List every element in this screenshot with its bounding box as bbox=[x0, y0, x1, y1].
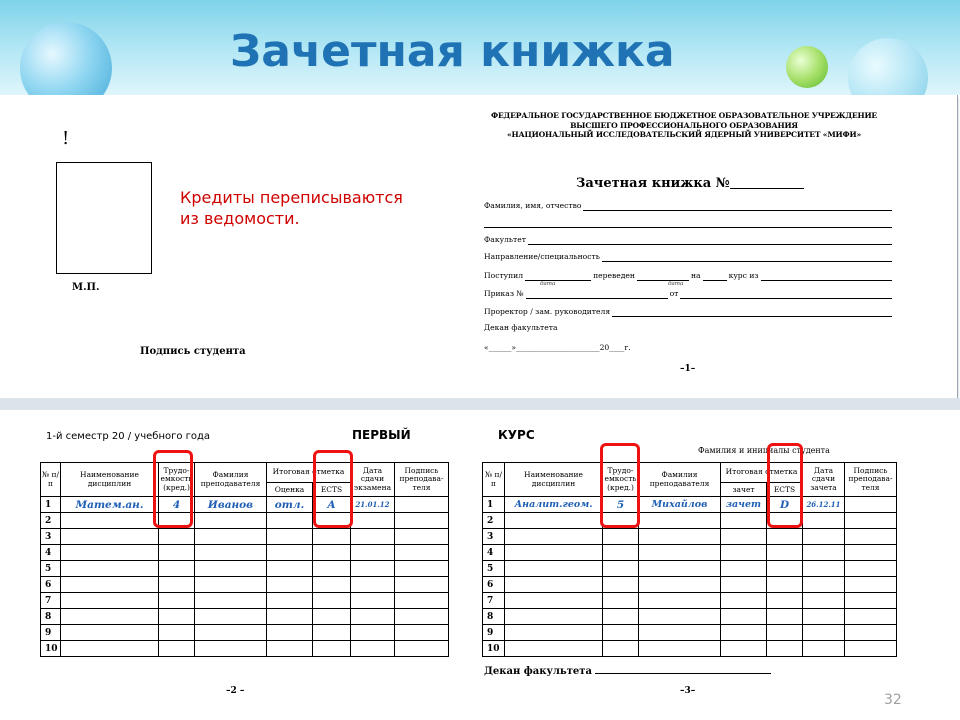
exam-grade-table bbox=[40, 462, 449, 657]
course-first-label: ПЕРВЫЙ bbox=[352, 428, 411, 442]
field-fio-continued bbox=[484, 217, 892, 228]
highlight-ects-left bbox=[313, 450, 353, 528]
field-direction: Направление/специальность bbox=[484, 251, 892, 262]
table-row: 4 bbox=[41, 545, 449, 561]
table-row: 5 bbox=[41, 561, 449, 577]
student-signature-label: Подпись студента bbox=[140, 346, 246, 357]
field-date: «______»______________________20____г. bbox=[484, 343, 631, 352]
col-grade: Оценка bbox=[267, 483, 313, 497]
credits-note: Кредиты переписываются из ведомости. bbox=[180, 188, 403, 228]
subject-cell: Матем.ан. bbox=[61, 497, 159, 513]
field-order: Приказ № от bbox=[484, 288, 892, 299]
teacher-cell: Михайлов bbox=[639, 497, 721, 513]
table-row: 4 bbox=[483, 545, 897, 561]
table-row: 2 bbox=[41, 513, 449, 529]
ects-cell: A bbox=[313, 497, 351, 513]
pass-grade-table bbox=[482, 462, 897, 657]
record-book-title: Зачетная книжка № bbox=[576, 176, 804, 191]
table-row: 10 bbox=[483, 641, 897, 657]
credits-cell: 5 bbox=[603, 497, 639, 513]
col-final: Итоговая отметка bbox=[721, 463, 803, 483]
course-label: КУРС bbox=[498, 428, 535, 442]
decorative-bubble-green bbox=[786, 46, 828, 88]
ects-cell: D bbox=[767, 497, 803, 513]
col-grade: зачет bbox=[721, 483, 767, 497]
col-signature: Подпись преподава-теля bbox=[395, 463, 449, 497]
slide-number: 32 bbox=[884, 692, 902, 708]
field-fio: Фамилия, имя, отчество bbox=[484, 200, 892, 211]
student-initials-label: Фамилия и инициалы студента bbox=[698, 446, 830, 455]
table-row: 6 bbox=[483, 577, 897, 593]
highlight-ects-right bbox=[767, 443, 803, 528]
date-hint-2: дата bbox=[668, 281, 684, 287]
col-final: Итоговая отметка bbox=[267, 463, 351, 483]
date-hint-1: дата bbox=[540, 281, 556, 287]
table-row: 3 bbox=[483, 529, 897, 545]
col-subject: Наименование дисциплин bbox=[505, 463, 603, 497]
col-teacher: Фамилия преподавателя bbox=[639, 463, 721, 497]
table-row: 8 bbox=[41, 609, 449, 625]
grade-cell: отл. bbox=[267, 497, 313, 513]
table-row: 9 bbox=[41, 625, 449, 641]
date-cell: 26.12.11 bbox=[803, 497, 845, 513]
table-row: 2 bbox=[483, 513, 897, 529]
table-row: 1 Аналит.геом. 5 Михайлов зачет D 26.12.11 bbox=[483, 497, 897, 513]
col-num: № п/п bbox=[483, 463, 505, 497]
table-row: 1 Матем.ан. 4 Иванов отл. A 21.01.12 bbox=[41, 497, 449, 513]
stamp-place-label: М.П. bbox=[72, 282, 100, 293]
corner-mark: ! bbox=[62, 128, 70, 149]
subject-cell: Аналит.геом. bbox=[505, 497, 603, 513]
field-dean: Декан факультета bbox=[484, 323, 558, 332]
col-credits: Трудо-емкость (кред.) bbox=[603, 463, 639, 497]
credits-cell: 4 bbox=[159, 497, 195, 513]
table-row: 7 bbox=[483, 593, 897, 609]
table-row: 6 bbox=[41, 577, 449, 593]
col-signature: Подпись преподава-теля bbox=[845, 463, 897, 497]
photo-box bbox=[56, 162, 152, 274]
table-row: 9 bbox=[483, 625, 897, 641]
col-teacher: Фамилия преподавателя bbox=[195, 463, 267, 497]
col-credits: Трудо-емкость (кред.) bbox=[159, 463, 195, 497]
organization-name: ФЕДЕРАЛЬНОЕ ГОСУДАРСТВЕННОЕ БЮДЖЕТНОЕ ОБРАЗОВАТЕЛЬНОЕ УЧРЕЖДЕНИЕ ВЫСШЕГО ПРОФЕССИОНАЛЬНОГО ОБРАЗОВАНИЯ «НАЦИОНАЛЬНЫЙ ИССЛЕДОВАТЕЛЬСКИЙ ЯДЕРНЫЙ УНИВЕРСИТЕТ «МИФИ» bbox=[490, 111, 878, 139]
highlight-credits-right bbox=[600, 443, 640, 528]
semester-header: 1-й семестр 20 / учебного года bbox=[46, 431, 211, 442]
col-ects: ECTS bbox=[767, 483, 803, 497]
table-row: 10 bbox=[41, 641, 449, 657]
col-date: Дата сдачи экзамена bbox=[351, 463, 395, 497]
page-number-1: –1– bbox=[680, 364, 696, 374]
page-number-2: –2 – bbox=[226, 686, 245, 696]
page-number-3: –3– bbox=[680, 686, 696, 696]
spread-divider bbox=[0, 398, 960, 410]
highlight-credits-left bbox=[153, 450, 193, 528]
col-date: Дата сдачи зачета bbox=[803, 463, 845, 497]
date-cell: 21.01.12 bbox=[351, 497, 395, 513]
field-enrollment: Поступил переведен на курс из bbox=[484, 270, 892, 281]
table-row: 7 bbox=[41, 593, 449, 609]
grade-cell: зачет bbox=[721, 497, 767, 513]
slide-title: Зачетная книжка bbox=[230, 26, 675, 77]
col-subject: Наименование дисциплин bbox=[61, 463, 159, 497]
col-ects: ECTS bbox=[313, 483, 351, 497]
table-row: 5 bbox=[483, 561, 897, 577]
field-faculty: Факультет bbox=[484, 234, 892, 245]
teacher-cell: Иванов bbox=[195, 497, 267, 513]
dean-signature-field: Декан факультета bbox=[484, 666, 771, 677]
field-prorector: Проректор / зам. руководителя bbox=[484, 306, 892, 317]
table-row: 8 bbox=[483, 609, 897, 625]
table-row: 3 bbox=[41, 529, 449, 545]
col-num: № п/п bbox=[41, 463, 61, 497]
